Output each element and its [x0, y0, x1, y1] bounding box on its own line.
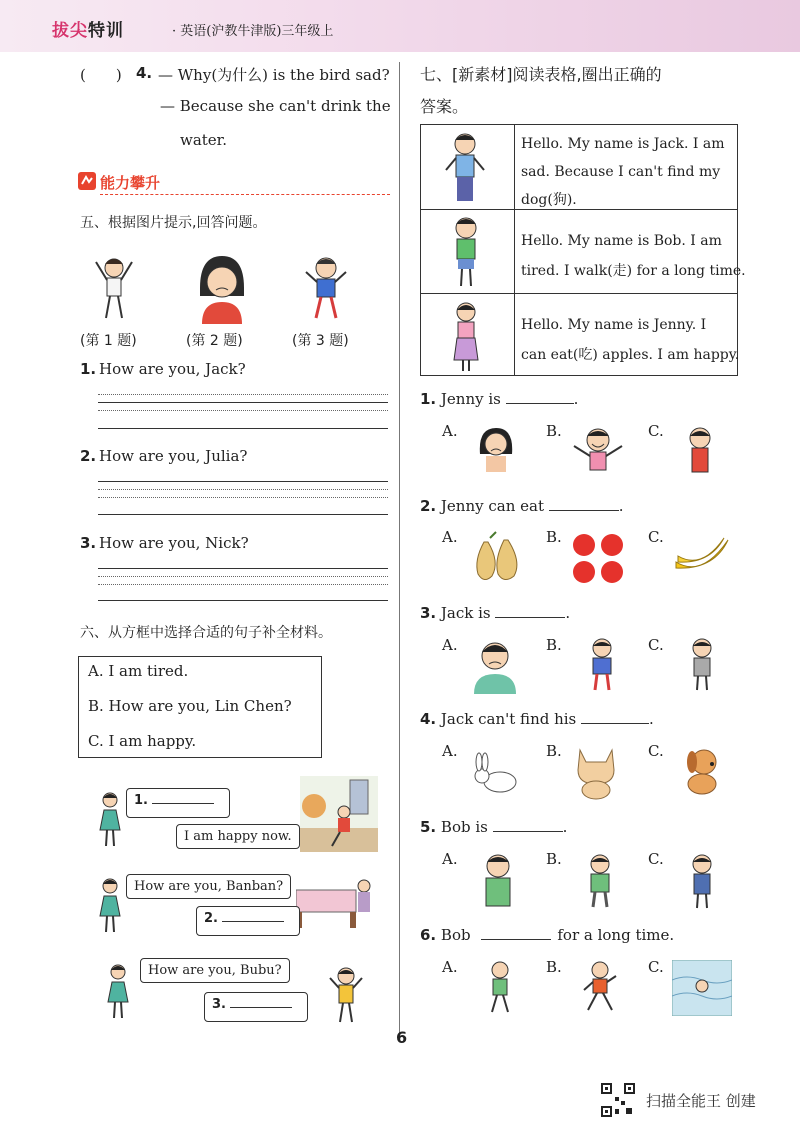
r-q2-option-c[interactable]: C. [648, 528, 664, 546]
row2-line2: tired. I walk(走) for a long time. [521, 263, 746, 279]
ability-banner: 能力攀升 [100, 174, 161, 192]
answer-line[interactable] [98, 481, 388, 482]
r-q1-after: . [573, 390, 579, 408]
r-q5-option-b[interactable]: B. [546, 850, 562, 868]
s5-q2-text: How are you, Julia? [99, 447, 248, 465]
r-q1-option-c[interactable]: C. [648, 422, 664, 440]
r-q1-before: Jenny is [440, 390, 501, 408]
r-q4-blank[interactable] [581, 723, 649, 724]
speech-bubble-2: How are you, Banban? [126, 874, 291, 899]
row2-line1: Hello. My name is Bob. I am [521, 233, 722, 249]
r-q4-number: 4. [420, 710, 437, 728]
r-q6 [420, 926, 674, 944]
blank3-line[interactable] [230, 1007, 292, 1008]
r-q2-after: . [618, 497, 624, 515]
row1-line3: dog(狗). [521, 192, 577, 208]
girl-figure [96, 876, 126, 936]
r-q5-number: 5. [420, 818, 437, 836]
r-q4 [420, 710, 654, 728]
blank2-line[interactable] [222, 921, 284, 922]
jenny-happy-option-image[interactable] [568, 424, 628, 472]
table-row-1-text [521, 130, 725, 214]
r-q2 [420, 497, 624, 515]
q4-answer-line1: — Because she can't drink the [160, 97, 391, 115]
row3-line1: Hello. My name is Jenny. I [521, 317, 707, 333]
section7-title-line1: 七、[新素材]阅读表格,圈出正确的 [420, 65, 662, 84]
jack-sad-figure [440, 130, 490, 206]
r-q5-before: Bob is [440, 818, 488, 836]
swimming-option-image[interactable] [672, 960, 732, 1016]
row1-line2: sad. Because I can't find my [521, 164, 721, 180]
caption-1: (第 1 题) [80, 333, 137, 349]
qr-code-icon [600, 1082, 636, 1118]
r-q2-number: 2. [420, 497, 437, 515]
page-number: 6 [396, 1028, 408, 1047]
row1-line1: Hello. My name is Jack. I am [521, 136, 725, 152]
r-q5-blank[interactable] [493, 831, 563, 832]
jack-tired-option-image[interactable] [580, 636, 624, 694]
brand-logo: 拔尖特训 [52, 21, 124, 41]
s5-q2-number: 2. [80, 447, 97, 465]
park-scene-image [300, 776, 378, 852]
r-q3-number: 3. [420, 604, 437, 622]
section7-title-line2: 答案。 [420, 97, 469, 116]
s5-q1-text: How are you, Jack? [99, 360, 246, 378]
answer-line[interactable] [98, 568, 388, 569]
r-q1 [420, 390, 578, 408]
rabbit-option-image[interactable] [470, 752, 522, 796]
r-q1-blank[interactable] [506, 403, 574, 404]
bob-sad-option-image[interactable] [476, 852, 520, 910]
answer-line[interactable] [98, 497, 388, 498]
option-b: B. How are you, Lin Chen? [88, 697, 292, 715]
jack-sad-option-image[interactable] [470, 638, 520, 694]
answer-line[interactable] [98, 576, 388, 577]
answer-line[interactable] [98, 489, 388, 490]
book-subtitle: · 英语(沪教牛津版)三年级上 [172, 24, 334, 39]
r-q6-option-b[interactable]: B. [546, 958, 562, 976]
q4-paren: ( ) [80, 66, 122, 84]
option-a: A. I am tired. [88, 662, 189, 680]
section5-title: 五、根据图片提示,回答问题。 [80, 215, 267, 231]
r-q3-before: Jack is [440, 604, 491, 622]
s5-q3-number: 3. [80, 534, 97, 552]
speech-bubble-3: How are you, Bubu? [140, 958, 290, 983]
girl-figure [96, 790, 126, 850]
pears-option-image[interactable] [468, 530, 526, 584]
girl-figure [104, 962, 134, 1022]
r-q1-option-b[interactable]: B. [546, 422, 562, 440]
julia-sad-figure [194, 252, 250, 324]
r-q5-option-c[interactable]: C. [648, 850, 664, 868]
bob-walking-option-image[interactable] [484, 960, 516, 1016]
reply-bubble-1: I am happy now. [176, 824, 300, 849]
boy-happy-figure [326, 966, 366, 1026]
answer-line[interactable] [98, 428, 388, 429]
table-row-3-text [521, 310, 739, 370]
r-q4-option-a[interactable]: A. [442, 742, 458, 760]
r-q4-after: . [649, 710, 654, 728]
r-q6-blank[interactable] [481, 939, 551, 940]
apples-option-image[interactable] [570, 532, 628, 586]
blank2-number: 2. [204, 911, 218, 926]
r-q5 [420, 818, 567, 836]
answer-line[interactable] [98, 600, 388, 601]
scanner-watermark: 扫描全能王 创建 [646, 1092, 756, 1110]
cat-option-image[interactable] [572, 744, 620, 800]
bob-tired-figure [444, 214, 488, 290]
answer-line[interactable] [98, 402, 388, 403]
r-q4-before: Jack can't find his [440, 710, 577, 728]
r-q5-option-a[interactable]: A. [442, 850, 458, 868]
ability-icon [78, 172, 96, 190]
blank3-number: 3. [212, 997, 226, 1012]
r-q4-option-b[interactable]: B. [546, 742, 562, 760]
row3-line2: can eat(吃) apples. I am happy. [521, 347, 740, 363]
jenny-happy-figure [444, 298, 488, 374]
r-q3 [420, 604, 570, 622]
answer-line[interactable] [98, 584, 388, 585]
speech-bubble-2-answer [196, 906, 300, 936]
q4-number: 4. [136, 64, 153, 82]
jack-happy-figure [90, 252, 138, 324]
speech-bubble-1 [126, 788, 230, 818]
r-q3-option-c[interactable]: C. [648, 636, 664, 654]
r-q1-number: 1. [420, 390, 437, 408]
column-divider [399, 62, 400, 1042]
r-q6-option-a[interactable]: A. [442, 958, 458, 976]
r-q2-option-b[interactable]: B. [546, 528, 562, 546]
option-c: C. I am happy. [88, 732, 197, 750]
r-q3-blank[interactable] [495, 617, 565, 618]
answer-line[interactable] [98, 514, 388, 515]
s5-q1-number: 1. [80, 360, 97, 378]
dog-option-image[interactable] [678, 746, 726, 798]
r-q3-after: . [565, 604, 571, 622]
jenny-sad-option-image[interactable] [474, 424, 518, 472]
r-q4-option-c[interactable]: C. [648, 742, 664, 760]
speech-bubble-3-answer [204, 992, 308, 1022]
caption-3: (第 3 题) [292, 333, 349, 349]
r-q6-before: Bob [440, 926, 471, 944]
jenny-tired-option-image[interactable] [680, 424, 720, 476]
s5-q3-text: How are you, Nick? [99, 534, 249, 552]
bob-tired-option-image[interactable] [578, 852, 622, 910]
r-q6-number: 6. [420, 926, 437, 944]
section6-title: 六、从方框中选择合适的句子补全材料。 [80, 625, 332, 641]
table-column-separator [514, 125, 515, 375]
bananas-option-image[interactable] [674, 534, 730, 580]
blank1-number: 1. [134, 793, 148, 808]
r-q1-option-a[interactable]: A. [442, 422, 458, 440]
answer-line[interactable] [98, 394, 388, 395]
bed-scene-image [296, 872, 376, 932]
r-q6-option-c[interactable]: C. [648, 958, 664, 976]
r-q3-option-b[interactable]: B. [546, 636, 562, 654]
caption-2: (第 2 题) [186, 333, 243, 349]
nick-tired-figure [300, 252, 352, 324]
r-q3-option-a[interactable]: A. [442, 636, 458, 654]
answer-line[interactable] [98, 410, 388, 411]
r-q2-blank[interactable] [549, 510, 619, 511]
table-row-2-text [521, 226, 746, 286]
r-q2-before: Jenny can eat [440, 497, 544, 515]
q4-question: — Why(为什么) is the bird sad? [158, 66, 390, 84]
jack-thinking-option-image[interactable] [684, 636, 720, 694]
q4-answer-line2: water. [180, 131, 227, 149]
bob-standing-option-image[interactable] [684, 852, 720, 910]
r-q2-option-a[interactable]: A. [442, 528, 458, 546]
banner-underline [100, 194, 390, 195]
table-row-separator [421, 293, 737, 294]
blank1-line[interactable] [152, 803, 214, 804]
r-q5-after: . [562, 818, 568, 836]
bob-running-option-image[interactable] [580, 960, 620, 1016]
r-q6-after: for a long time. [557, 926, 675, 944]
